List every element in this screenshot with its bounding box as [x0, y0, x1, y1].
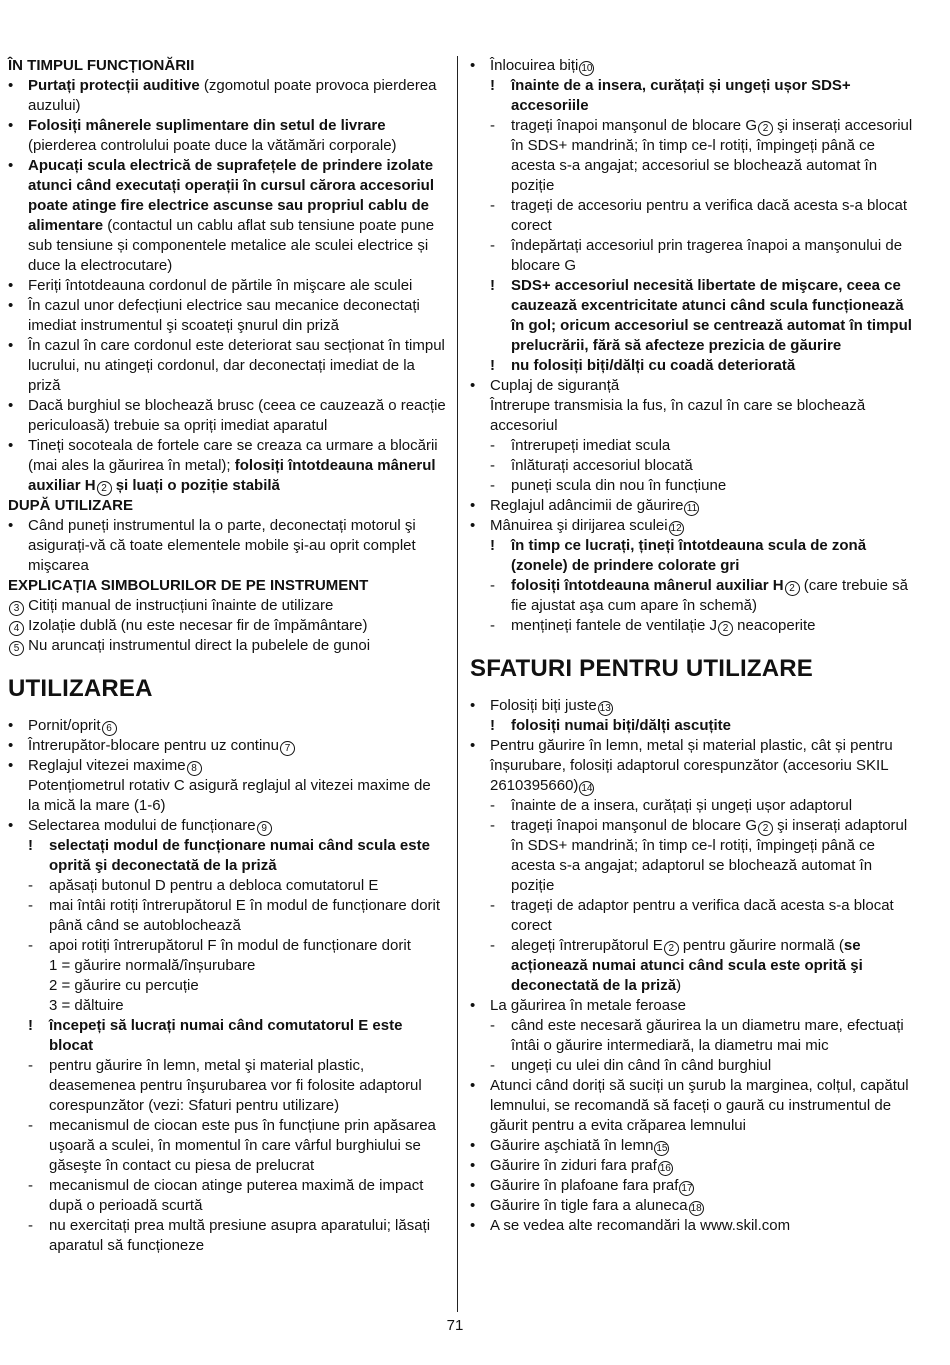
dash-item	[470, 816, 915, 896]
figure-reference-number: 2	[758, 821, 773, 836]
text-run: îndepărtați accesoriul prin tragerea înapoi a manşonului de blocare G	[511, 237, 903, 274]
mode-option	[8, 996, 446, 1016]
text-run: mecanismul de ciocan atinge puterea maximă de impact după o perioadă scurtă	[49, 1177, 424, 1214]
bullet-item	[470, 376, 915, 396]
text-run: 3 = dăltuire	[49, 997, 124, 1014]
dash-item	[470, 796, 915, 816]
bold-text: folosiți numai biți/dălți ascuțite	[511, 717, 732, 734]
text-run: apăsați butonul D pentru a debloca comutatorul E	[49, 877, 379, 894]
figure-reference-number: 4	[9, 621, 24, 636]
text-run: pentru găurire în lemn, metal şi material plastic, deasemenea pentru înşurubarea vor fi folosite adaptorul corespunzător (vezi: Sfaturi pentru utilizare)	[49, 1057, 422, 1114]
text-run: (zgomotul poate provoca pierderea auzului)	[28, 77, 437, 114]
text-run: SFATURI PENTRU UTILIZARE	[470, 655, 814, 682]
bullet-item	[470, 996, 915, 1016]
dash-item	[470, 456, 915, 476]
section-title	[470, 654, 915, 684]
figure-reference-number: 10	[581, 63, 593, 74]
bullet-item	[470, 736, 915, 796]
text-run: Întrerupător-blocare pentru uz continu	[28, 737, 279, 754]
dash-item	[8, 896, 446, 936]
figure-reference-number: 7	[280, 741, 295, 756]
dash-item	[470, 1056, 915, 1076]
warning-item	[470, 76, 915, 116]
text-run: Feriți întotdeauna cordonul de părtile în mişcare ale sculei	[28, 277, 413, 294]
text-run: ÎN TIMPUL FUNCȚIONĂRII	[8, 57, 195, 74]
bullet-item	[8, 276, 446, 296]
bullet-item	[8, 816, 446, 836]
text-run: A se vedea alte recomandări la www.skil.com	[490, 1217, 791, 1234]
bold-text: folosiți întotdeauna mânerul auxiliar H	[511, 577, 784, 594]
figure-reference-number: 16	[659, 1163, 671, 1174]
text-run: )	[676, 977, 682, 994]
figure-reference-number: 2	[758, 121, 773, 136]
bullet-item	[470, 1196, 915, 1216]
text-run: Găurire în tigle fara a aluneca	[490, 1197, 688, 1214]
text-run: (care trebuie să fie ajustat aşa cum apare în schemă)	[511, 577, 908, 614]
figure-reference-number: 3	[9, 601, 24, 616]
warning-item	[470, 276, 915, 356]
text-run: În cazul în care cordonul este deteriorat sau secționat în timpul lucrului, nu atingeți cordonul, dar deconectați imediat de la priză	[28, 337, 445, 394]
figure-reference-number: 17	[681, 1183, 693, 1194]
bold-text: folosiți întotdeauna mânerul auxiliar H	[28, 457, 436, 494]
dash-item	[470, 896, 915, 936]
text-run: Cuplaj de siguranță	[490, 377, 620, 394]
bullet-item	[8, 296, 446, 336]
symbol-item	[8, 596, 446, 616]
dash-item	[8, 936, 446, 956]
text-run: Mânuirea şi dirijarea sculei	[490, 517, 668, 534]
bold-text: în timp ce lucrați, țineți întotdeauna scula de zonă (zonele) de prindere colorate gri	[511, 537, 867, 574]
text-run: când este necesară găurirea la un diametru mare, efectuați întâi o găurire intermediară, la diametru mai mic	[511, 1017, 904, 1054]
text-run: trageți înapoi manşonul de blocare G	[511, 117, 757, 134]
bullet-item	[470, 1156, 915, 1176]
text-run: Selectarea modului de funcționare	[28, 817, 256, 834]
figure-reference-number: 14	[581, 783, 593, 794]
warning-item	[8, 1016, 446, 1056]
dash-item	[8, 1216, 446, 1256]
text-run: Reglajul adâncimii de găurire	[490, 497, 684, 514]
section-heading	[8, 56, 446, 76]
text-run: Când puneți instrumentul la o parte, deconectați motorul şi asigurați-vă că toate elementele mobile şi-au oprit complet mişcarea	[28, 517, 416, 574]
dash-item	[470, 1016, 915, 1056]
text-run: alegeți întrerupătorul E	[511, 937, 663, 954]
figure-reference-number: 13	[599, 703, 611, 714]
text-run: ungeți cu ulei din când în când burghiul	[511, 1057, 772, 1074]
bold-text: începeți să lucrați numai când comutatorul E este blocat	[49, 1017, 403, 1054]
text-run: nu exercitați prea multă presiune asupra aparatului; lăsați aparatul să funcționeze	[49, 1217, 431, 1254]
bullet-item	[470, 1176, 915, 1196]
dash-item	[470, 936, 915, 996]
section-heading	[8, 576, 446, 596]
text-run: Folosiți biți juste	[490, 697, 597, 714]
bullet-item	[8, 736, 446, 756]
bullet-item	[470, 1076, 915, 1136]
bullet-item	[470, 1216, 915, 1236]
bullet-item	[8, 76, 446, 116]
dash-item	[470, 476, 915, 496]
text-run: Izolație dublă (nu este necesar fir de împământare)	[24, 617, 368, 634]
bullet-item	[470, 56, 915, 76]
dash-item	[8, 1056, 446, 1116]
text-run: Potențiometrul rotativ C asigură reglajul al vitezei maxime de la mică la mare (1-6)	[28, 777, 431, 814]
dash-item	[470, 436, 915, 456]
text-run: înainte de a insera, curățați și ungeți ușor adaptorul	[511, 797, 853, 814]
continuation-text	[8, 776, 446, 816]
text-run: apoi rotiți întrerupătorul F în modul de funcționare dorit	[49, 937, 411, 954]
text-run: La găurirea în metale feroase	[490, 997, 686, 1014]
bold-text: se acționează numai atunci când scula este oprită şi deconectată de la priză	[511, 937, 863, 994]
figure-reference-number: 2	[97, 481, 112, 496]
dash-item	[470, 576, 915, 616]
bullet-item	[8, 396, 446, 436]
text-run: mecanismul de ciocan este pus în funcțiune prin apăsarea uşoară a sculei, în momentul în care vârful burghiului se găseşte în contact cu piesa de prelucrat	[49, 1117, 436, 1174]
figure-reference-number: 6	[102, 721, 117, 736]
text-run: Pentru găurire în lemn, metal și material plastic, cât și pentru înșurubare, folosiți adaptorul corespunzător (accesoriu SKIL 2610395660)	[490, 737, 893, 794]
bullet-item	[8, 756, 446, 776]
warning-item	[470, 356, 915, 376]
dash-item	[8, 876, 446, 896]
bullet-item	[8, 716, 446, 736]
mode-option	[8, 976, 446, 996]
text-run: DUPĂ UTILIZARE	[8, 497, 133, 514]
warning-item	[470, 536, 915, 576]
figure-reference-number: 2	[664, 941, 679, 956]
text-run: mai întâi rotiți întrerupătorul E în modul de funcționare dorit până când se autoblochează	[49, 897, 441, 934]
mode-option	[8, 956, 446, 976]
text-run: şi inserați accesoriul în SDS+ mandrină; în timp ce-l rotiți, împingeți până ce acesta s-a angajat; accesoriul se blochează automat în poziție	[511, 117, 913, 194]
text-run: În cazul unor defecțiuni electrice sau mecanice deconectați imediat instrumentul şi scoateți şnurul din priză	[28, 297, 420, 334]
symbol-item	[8, 616, 446, 636]
bold-text: Purtați protecții auditive	[28, 77, 200, 94]
figure-reference-number: 11	[684, 501, 699, 516]
right-column	[470, 56, 915, 1236]
text-run: UTILIZAREA	[8, 675, 153, 702]
symbol-item	[8, 636, 446, 656]
bold-text: Folosiți mânerele suplimentare din setul de livrare	[28, 117, 386, 134]
figure-reference-number: 2	[785, 581, 800, 596]
left-column	[8, 56, 446, 1256]
bullet-item	[8, 156, 446, 276]
text-run: Găurire în plafoane fara praf	[490, 1177, 679, 1194]
dash-item	[470, 116, 915, 196]
text-run: trageți de accesoriu pentru a verifica dacă acesta s-a blocat corect	[511, 197, 908, 234]
warning-item	[8, 836, 446, 876]
bold-text: înainte de a insera, curățați și ungeți ușor SDS+ accesoriile	[511, 77, 851, 114]
dash-item	[470, 616, 915, 636]
figure-reference-number: 5	[9, 641, 24, 656]
figure-reference-number: 9	[257, 821, 272, 836]
bold-text: SDS+ accesoriul necesită libertate de mişcare, ceea ce cauzează excentricitate atunci când scula funcționează în gol; oricum accesoriul se centrează automat în timpul prelucrării, fără să afecteze prezicia de găurire	[511, 277, 912, 354]
bold-text: Apucați scula electrică de suprafețele de prindere izolate atunci când executați operații în cursul cărora accesoriul poate atinge fire electrice ascunse sau propriul cablu de alimentare	[28, 157, 434, 234]
text-run: pentru găurire normală (	[678, 937, 844, 954]
bullet-item	[8, 436, 446, 496]
text-run: Nu aruncați instrumentul direct la pubelele de gunoi	[24, 637, 371, 654]
bold-text: selectați modul de funcționare numai când scula este oprită şi deconectată de la priză	[49, 837, 430, 874]
text-run: întrerupeți imediat scula	[511, 437, 671, 454]
text-run: Întrerupe transmisia la fus, în cazul în care se blochează accesoriul	[490, 397, 866, 434]
text-run: EXPLICAȚIA SIMBOLURILOR DE PE INSTRUMENT	[8, 577, 369, 594]
bullet-item	[470, 496, 915, 516]
bold-text: nu folosiți biți/dălți cu coadă deteriorată	[511, 357, 796, 374]
text-run: puneți scula din nou în funcțiune	[511, 477, 727, 494]
text-run: Dacă burghiul se blochează brusc (ceea ce cauzează o reacție periculoasă) trebuie sa opriți imediat aparatul	[28, 397, 446, 434]
bullet-item	[470, 1136, 915, 1156]
warning-item	[470, 716, 915, 736]
text-run: Atunci când doriți să suciți un şurub la marginea, colțul, capătul lemnului, se recomandă să faceți o gaură cu instrumentul de găurit pentru a evita crăparea lemnului	[490, 1077, 909, 1134]
figure-reference-number: 18	[690, 1203, 702, 1214]
dash-item	[8, 1116, 446, 1176]
text-run: (contactul un cablu aflat sub tensiune poate pune sub tensiune și componentele metalice ale sculei electrice și duce la electrocutare)	[28, 217, 435, 274]
text-run: Citiți manual de instrucțiuni înainte de utilizare	[24, 597, 334, 614]
bold-text: și luați o poziție stabilă	[111, 477, 280, 494]
figure-reference-number: 8	[187, 761, 202, 776]
text-run: (pierderea controlului poate duce la vătămări corporale)	[28, 137, 397, 154]
text-run: Reglajul vitezei maxime	[28, 757, 186, 774]
bullet-item	[470, 516, 915, 536]
continuation-text	[470, 396, 915, 436]
text-run: trageți înapoi manşonul de blocare G	[511, 817, 757, 834]
section-title	[8, 674, 446, 704]
text-run: neacoperite	[732, 617, 816, 634]
bullet-item	[470, 696, 915, 716]
figure-reference-number: 2	[718, 621, 733, 636]
text-run: Găurire în ziduri fara praf	[490, 1157, 657, 1174]
text-run: Pornit/oprit	[28, 717, 101, 734]
text-run: 2 = găurire cu percuție	[49, 977, 199, 994]
page-number: 71	[446, 1317, 464, 1334]
figure-reference-number: 15	[656, 1143, 668, 1154]
column-divider	[457, 56, 458, 1312]
dash-item	[470, 236, 915, 276]
text-run: Găurire aşchiată în lemn	[490, 1137, 654, 1154]
text-run: 1 = găurire normală/înșurubare	[49, 957, 256, 974]
dash-item	[8, 1176, 446, 1216]
dash-item	[470, 196, 915, 236]
figure-reference-number: 12	[670, 523, 682, 534]
bullet-item	[8, 516, 446, 576]
bullet-item	[8, 116, 446, 156]
bullet-item	[8, 336, 446, 396]
text-run: Tineți socoteala de fortele care se creaza ca urmare a blocării (mai ales la găurirea în metal);	[28, 437, 438, 474]
text-run: trageți de adaptor pentru a verifica dacă acesta s-a blocat corect	[511, 897, 894, 934]
section-heading	[8, 496, 446, 516]
text-run: înlăturați accesoriul blocată	[511, 457, 693, 474]
text-run: şi inserați adaptorul în SDS+ mandrină; în timp ce-l rotiți, împingeți până ce acesta s-a angajat; adaptorul se blochează automat în poziție	[511, 817, 908, 894]
text-run: Înlocuirea biți	[490, 57, 579, 74]
text-run: mențineți fantele de ventilație J	[511, 617, 717, 634]
